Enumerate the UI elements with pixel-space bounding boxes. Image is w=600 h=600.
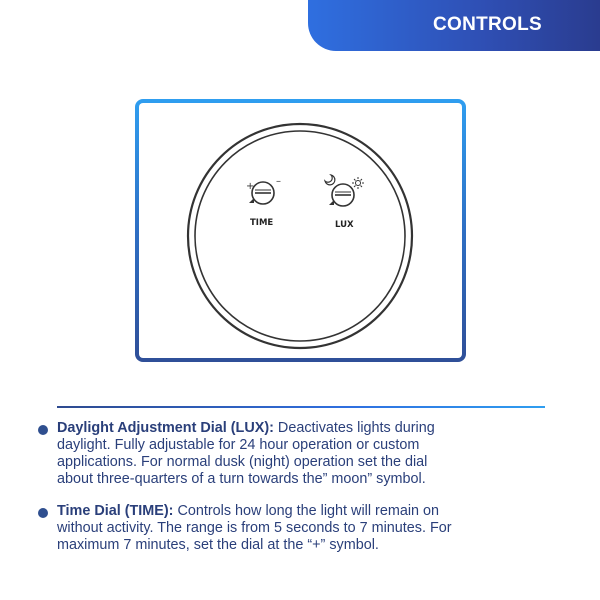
time-label: TIME: [250, 218, 274, 228]
time-minus-symbol: –: [276, 176, 281, 187]
diagram-frame: [135, 99, 466, 362]
lux-dial[interactable]: [329, 184, 354, 206]
bullet-lux-line4: about three-quarters of a turn towards the” moon” symbol.: [57, 471, 426, 487]
header-tab: [308, 0, 600, 51]
bullet-lux-line2: daylight. Fully adjustable for 24 hour operation or custom: [57, 437, 420, 453]
diagram-panel: [139, 103, 462, 358]
bullet-lux-line3: applications. For normal dusk (night) operation set the dial: [57, 454, 428, 470]
time-plus-symbol: +: [246, 181, 255, 192]
lux-label: LUX: [335, 220, 354, 230]
bullet-lux-title: Daylight Adjustment Dial (LUX):: [57, 420, 274, 436]
bullet-lux-line1: Deactivates lights during: [273, 420, 435, 436]
bullet-lux-text: [57, 420, 577, 488]
bullet-dot: [38, 425, 48, 435]
bullet-dot: [38, 508, 48, 518]
bullet-time-title: Time Dial (TIME):: [57, 503, 174, 519]
sun-icon: [352, 177, 364, 189]
bullet-time-text: [57, 503, 577, 554]
bullet-time-line2: without activity. The range is from 5 seconds to 7 minutes. For: [57, 520, 452, 536]
bullet-time-line3: maximum 7 minutes, set the dial at the “+” symbol.: [57, 537, 379, 553]
sensor-outer-ring: [188, 124, 412, 348]
sensor-diagram: [139, 103, 462, 358]
moon-icon: [325, 175, 335, 185]
section-divider: [57, 406, 545, 408]
bullet-time-line1: Controls how long the light will remain on: [173, 503, 440, 519]
sensor-inner-ring: [195, 131, 405, 341]
header-title: CONTROLS: [432, 14, 542, 35]
